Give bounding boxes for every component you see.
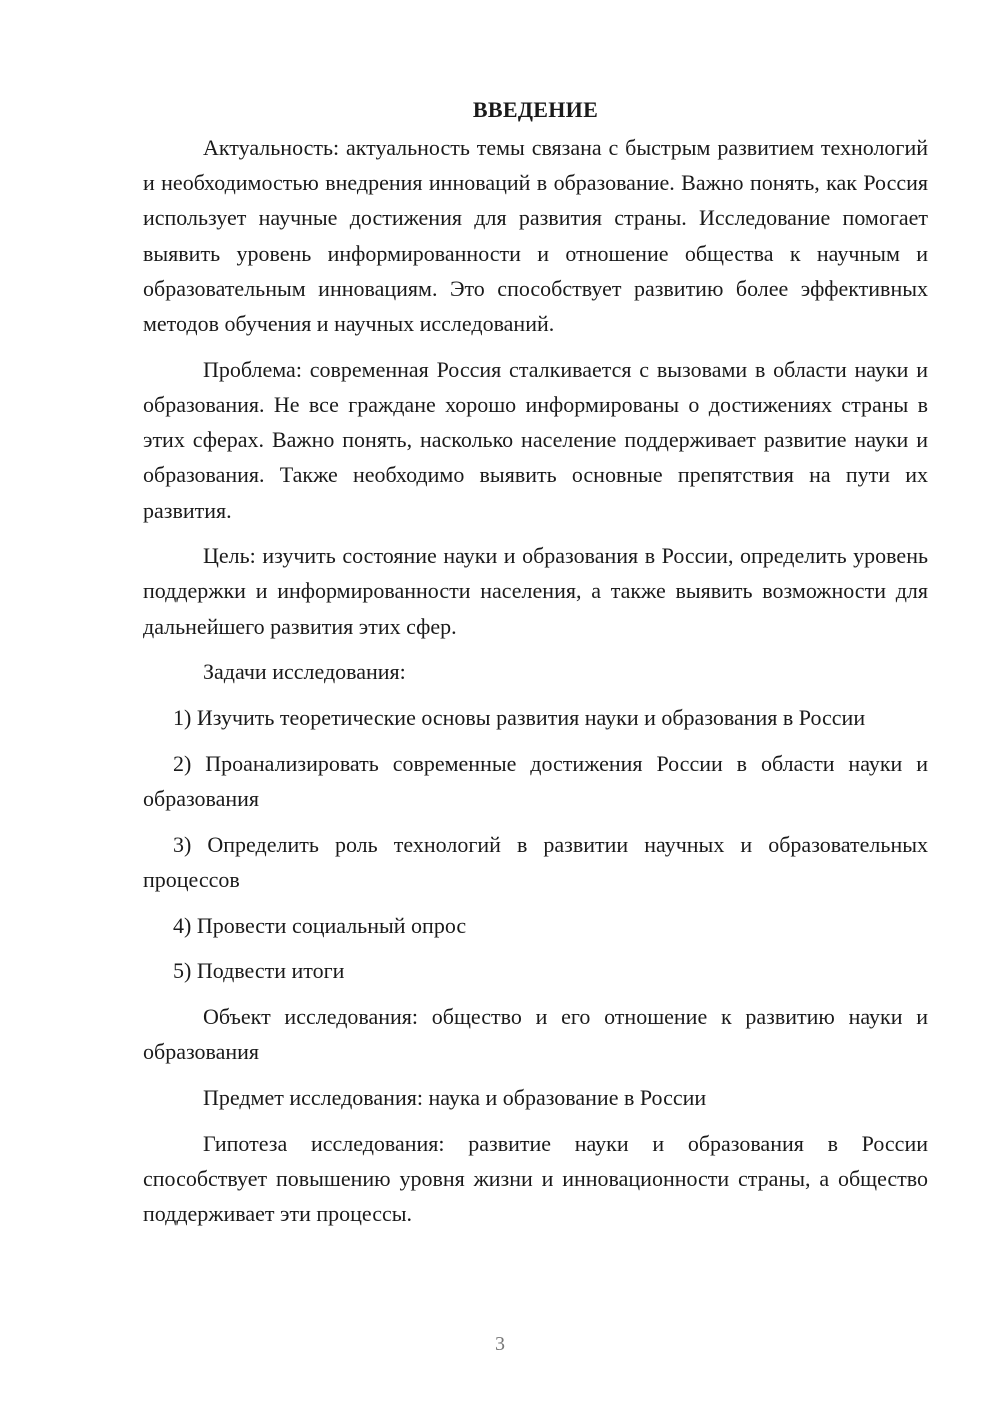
tasks-title: Задачи исследования: bbox=[203, 659, 406, 685]
relevance-paragraph: Актуальность: актуальность темы связана с быстрым развитием технологий и необходимостью внедрения инноваций в образование. Важно понять, как Россия использует научные достижения для развития страны. Исследование помогает выявить уровень информированности и отношение общества к научным и образовательным инновациям. Это способствует развитию более эффективных методов обучения и научных исследований. bbox=[143, 135, 928, 337]
document-page bbox=[143, 92, 928, 1242]
problem-paragraph: Проблема: современная Россия сталкивается с вызовами в области науки и образования. Не все граждане хорошо информированы о достижениях страны в этих сферах. Важно понять, насколько население поддерживает развитие науки и образования. Также необходимо выявить основные препятствия на пути их развития. bbox=[143, 356, 928, 523]
task-item-3: 3) Определить роль технологий в развитии научных и образовательных процессов bbox=[143, 831, 928, 892]
section-heading: ВВЕДЕНИЕ bbox=[472, 97, 599, 122]
task-item-5: 5) Подвести итоги bbox=[173, 958, 345, 984]
task-item-1: 1) Изучить теоретические основы развития науки и образования в России bbox=[173, 705, 866, 731]
object-paragraph: Объект исследования: общество и его отношение к развитию науки и образования bbox=[143, 1003, 928, 1065]
task-item-2: 2) Проанализировать современные достижения России в области науки и образования bbox=[143, 750, 928, 811]
hypothesis-paragraph: Гипотеза исследования: развитие науки и образования в России способствует повышению уровня жизни и инновационности страны, а общество поддерживает эти процессы. bbox=[143, 1130, 928, 1226]
subject-paragraph: Предмет исследования: наука и образование в России bbox=[203, 1084, 707, 1110]
task-item-4: 4) Провести социальный опрос bbox=[173, 912, 467, 938]
goal-paragraph: Цель: изучить состояние науки и образования в России, определить уровень поддержки и информированности населения, а также выявить возможности для дальнейшего развития этих сфер. bbox=[143, 543, 928, 639]
page-number: 3 bbox=[495, 1333, 505, 1355]
